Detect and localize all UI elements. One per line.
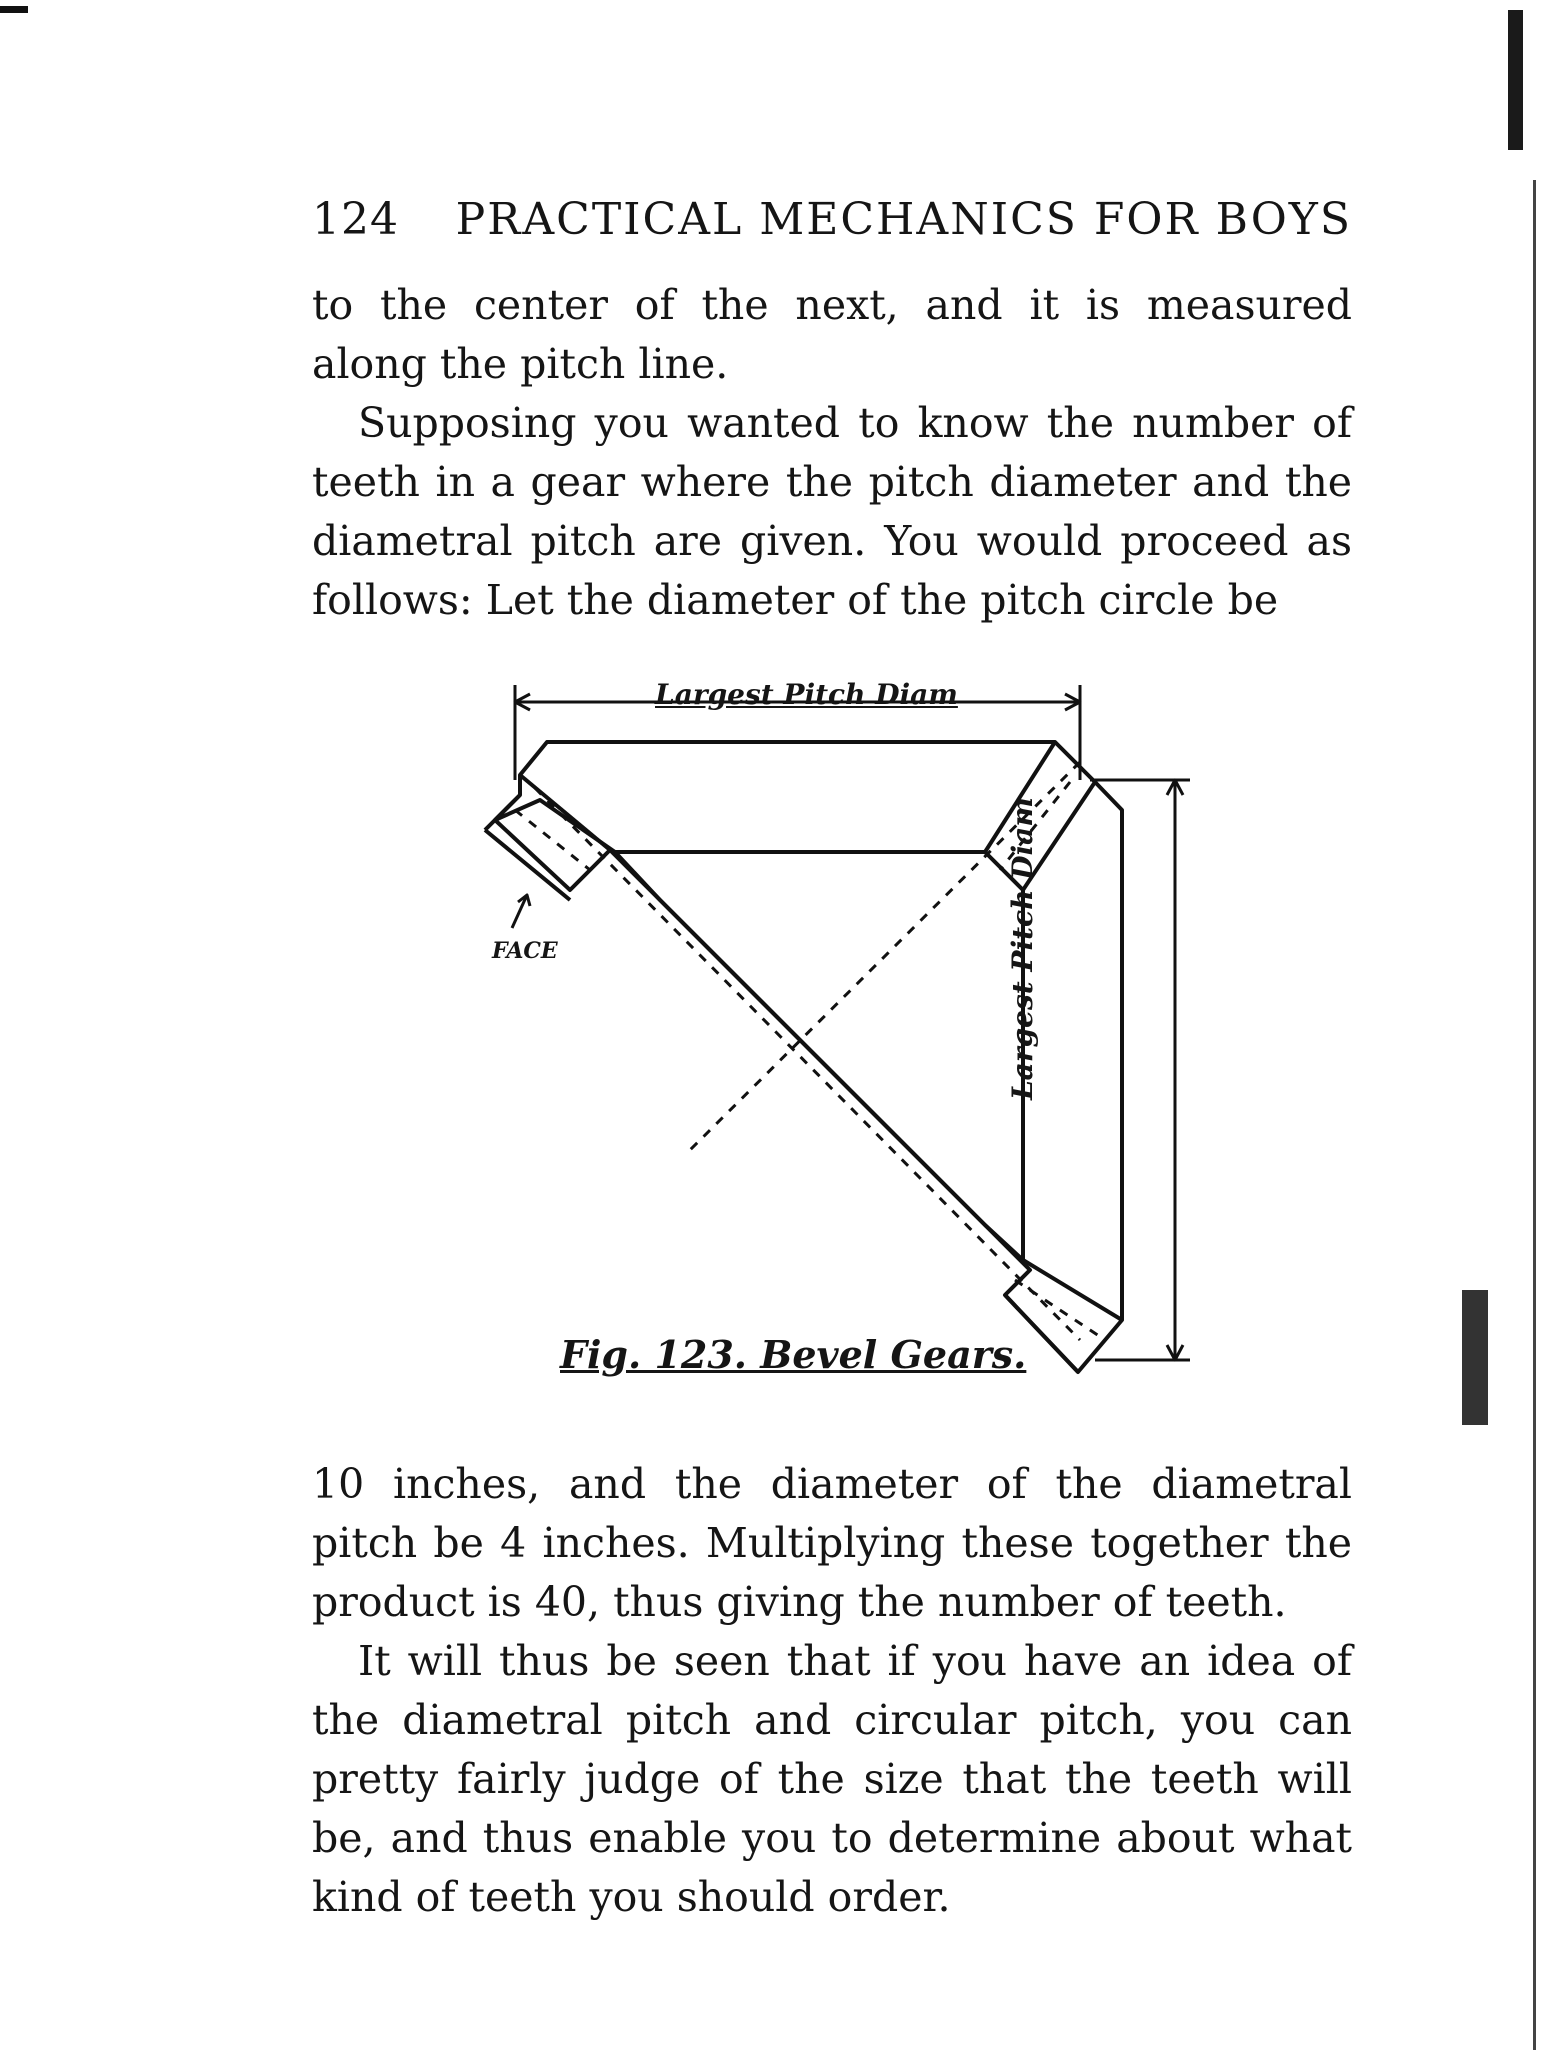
text-block-bottom: [312, 1455, 1352, 1927]
top-dimension-label: Largest Pitch Diam: [655, 678, 958, 711]
paragraph: It will thus be seen that if you have an idea of the diametral pitch and circular pitch, you can pretty fairly judge of the size that the teeth will be, and thus enable you to determine about what kind of teeth you should order.: [312, 1637, 1352, 1921]
paragraph: 10 inches, and the diameter of the diametral pitch be 4 inches. Multiplying these together the product is 40, thus giving the number of teeth.: [312, 1460, 1352, 1626]
face-label: FACE: [492, 938, 558, 964]
scan-edge-smudge: [1462, 1290, 1488, 1425]
text-block-top: [312, 276, 1352, 630]
bottom-face-edge: [1023, 1260, 1122, 1320]
bevel-gears-figure: [440, 680, 1220, 1400]
scan-corner-mark: [0, 6, 28, 13]
running-title: PRACTICAL MECHANICS FOR BOYS: [455, 194, 1352, 245]
gear-inner-outline: [615, 852, 1023, 1260]
page-number: 124: [312, 194, 399, 245]
bevel-gears-drawing: [440, 680, 1220, 1400]
figure-caption-text: Fig. 123. Bevel Gears.: [560, 1332, 1027, 1377]
left-face-inner: [495, 800, 615, 852]
paragraph: Supposing you wanted to know the number of teeth in a gear where the pitch diameter and the diametral pitch are given. You would proceed as follows: Let the diameter of the pitch circle be: [312, 399, 1352, 624]
scan-edge-shadow: [1508, 10, 1523, 150]
left-face-outer: [485, 830, 570, 900]
pitch-cone-line-left: [535, 788, 1080, 1340]
paragraph: to the center of the next, and it is measured along the pitch line.: [312, 281, 1352, 388]
figure-caption: [560, 1332, 1026, 1377]
running-header: [312, 193, 1352, 247]
scan-edge-line: [1533, 180, 1536, 2050]
side-dimension-label: Largest Pitch Diam: [1006, 797, 1039, 1100]
left-face-dashed: [515, 810, 590, 870]
